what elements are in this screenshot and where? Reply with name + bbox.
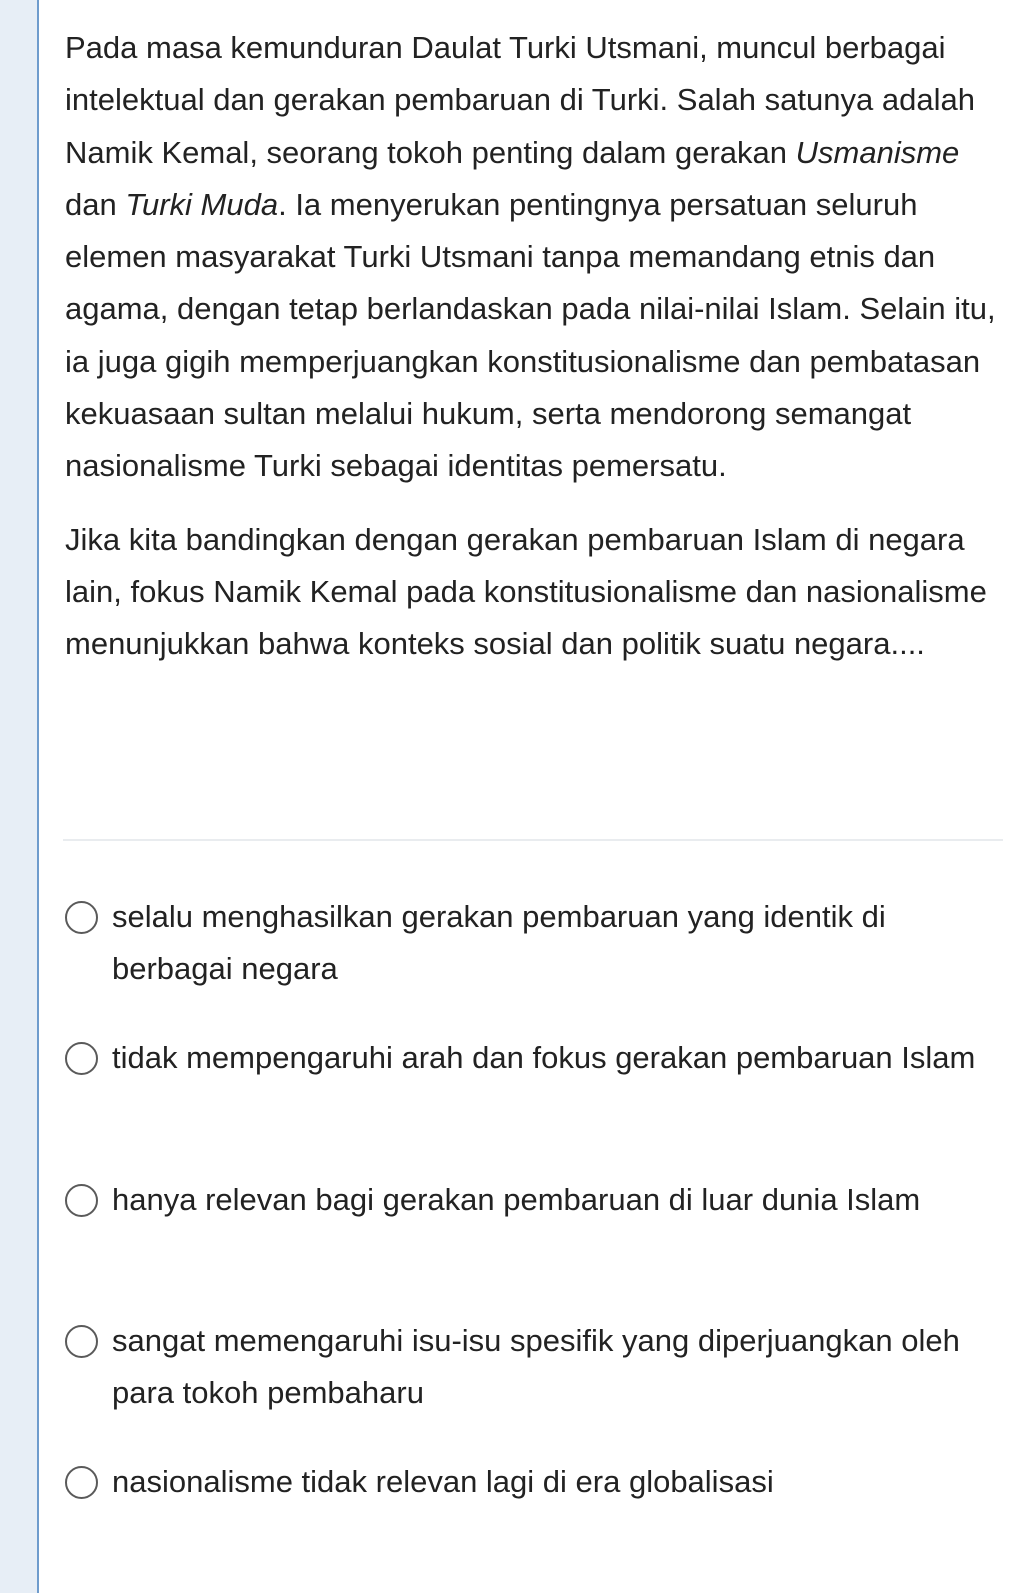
option-c[interactable] [63, 1174, 1003, 1226]
option-label[interactable]: selalu menghasilkan gerakan pembaruan yang identik di berbagai negara [112, 899, 886, 986]
question-paragraph-1 [65, 22, 1005, 493]
option-label[interactable]: hanya relevan bagi gerakan pembaruan di luar dunia Islam [112, 1182, 921, 1217]
radio-button-icon[interactable] [65, 901, 98, 934]
option-b[interactable] [63, 1032, 1003, 1084]
option-d[interactable] [63, 1315, 1003, 1419]
question-card [39, 0, 1032, 1593]
radio-button-icon[interactable] [65, 1042, 98, 1075]
radio-button-icon[interactable] [65, 1466, 98, 1499]
option-e[interactable] [63, 1456, 1003, 1508]
divider [63, 839, 1003, 841]
question-text [65, 22, 1005, 671]
radio-button-icon[interactable] [65, 1184, 98, 1217]
question-paragraph-1-part-1: Pada masa kemunduran Daulat Turki Utsmani, muncul berbagai intelektual dan gerakan pembaruan di Turki. Salah satunya adalah Namik Kemal, seorang tokoh penting dalam gerakan [65, 30, 975, 170]
radio-button-icon[interactable] [65, 1325, 98, 1358]
question-paragraph-2: Jika kita bandingkan dengan gerakan pembaruan Islam di negara lain, fokus Namik Kemal pada konstitusionalisme dan nasionalisme menunjukkan bahwa konteks sosial dan politik suatu negara.... [65, 521, 987, 662]
option-label[interactable]: nasionalisme tidak relevan lagi di era globalisasi [112, 1464, 774, 1499]
option-a[interactable] [63, 891, 1003, 995]
option-label[interactable]: sangat memengaruhi isu-isu spesifik yang diperjuangkan oleh para tokoh pembaharu [112, 1323, 960, 1410]
option-label[interactable]: tidak mempengaruhi arah dan fokus gerakan pembaruan Islam [112, 1040, 976, 1075]
term-usmanisme: Usmanisme [795, 134, 960, 170]
left-rail [0, 0, 37, 1593]
question-paragraph-1-part-3: . Ia menyerukan pentingnya persatuan seluruh elemen masyarakat Turki Utsmani tanpa memandang etnis dan agama, dengan tetap berlandaskan pada nilai-nilai Islam. Selain itu, ia juga gigih memperjuangkan konstitusionalisme dan pembatasan kekuasaan sultan melalui hukum, serta mendorong semangat nasionalisme Turki sebagai identitas pemersatu. [65, 186, 996, 484]
question-paragraph-1-part-2: dan [65, 186, 126, 222]
term-turki-muda: Turki Muda [125, 186, 279, 222]
